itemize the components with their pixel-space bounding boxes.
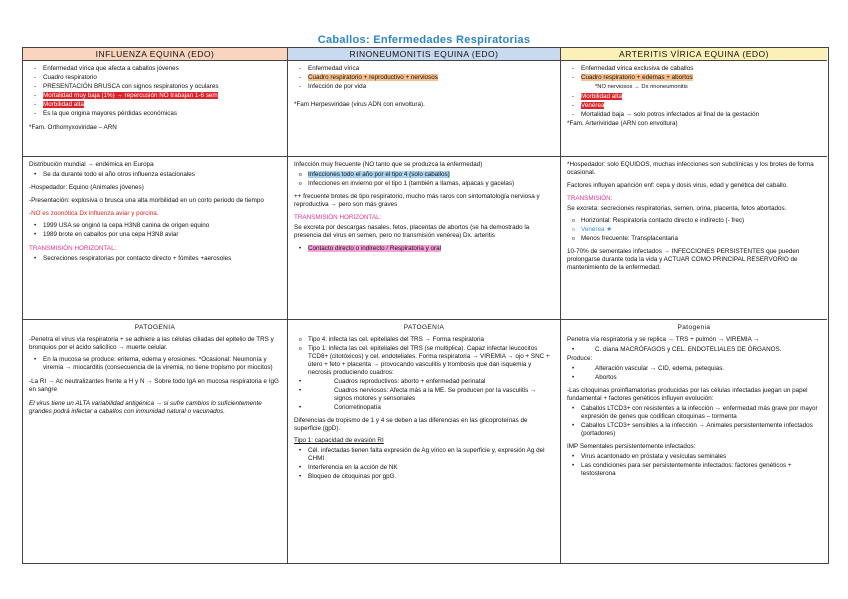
list-item: Infecciones todo el año por el tipo 4 (solo caballos)	[308, 171, 450, 178]
family-note: *Fam Herpesviridae (virus ADN con envoltura).	[294, 101, 425, 108]
list-item: • Caballos LTCD3+ con resistentes a la infección → enfermedad más grave por mayor expresión de genes que codifican citoquinas – tormenta	[567, 405, 821, 421]
column-arteritis	[561, 48, 827, 563]
list-item: Cuadro respiratorio + reproductivo + nerviosos	[308, 74, 438, 81]
column-header-influenza: INFLUENZA EQUINA (EDO)	[23, 48, 287, 61]
text-line: -Las citoquinas proinflamatorias producidas por las células infectadas juegan un papel fundamental + factores genéticos influyen evolución:	[567, 387, 810, 402]
section-heading: PATOGENIA	[134, 324, 176, 331]
list-item: • Abortos	[567, 374, 821, 382]
list-item: - Enfermedad vírica exclusiva de caballos	[567, 65, 821, 73]
rinoneumonitis-pathogenesis	[288, 320, 560, 563]
section-heading: PATOGENIA	[403, 324, 445, 331]
text-line: Factores influyen aparición enf: cepa y dosis virus, edad y genética del caballo.	[567, 182, 788, 189]
list-item: • Las condiciones para ser persistentemente infectados: factores genéticos + testosterona	[567, 462, 821, 478]
list-item: Mortalidad muy baja (1%) → repercusión NO trabajan 1-6 sem	[43, 92, 218, 99]
influenza-epidemiology	[23, 157, 287, 320]
disease-table	[22, 47, 829, 564]
text-line: El virus tiene un ALTA variabilidad antigénica → si sufre cambios lo suficientemente grandes podrá infectar a caballos con inmunidad natural o vacunados.	[29, 400, 264, 415]
section-heading: Patogenia	[677, 324, 711, 331]
list-item: • C. diana MACRÓFAGOS y CEL. ENDOTELIALES DE ÓRGANOS.	[567, 346, 821, 354]
list-item: o Horizontal: Respiratoria contacto directo e indirecto (- frec)	[567, 217, 821, 225]
list-item: • Caballos LTCD3+ sensibles a la infección → Animales persistentemente infectados (portadores)	[567, 422, 821, 438]
list-item: • Interferencia en la acción de NK	[294, 464, 554, 472]
list-item: Contacto directo o indirecto / Respiratoria y oral	[308, 245, 441, 252]
list-item: - Infección de por vida	[294, 83, 554, 91]
list-item: o Menos frecuente: Transplacentaria	[567, 235, 821, 243]
list-item: o Tipo 1: infecta las cel. epiteliales del TRS (se multiplica). Capaz infectar leucocitos TCD8+ (citotóxicos) y cel. endoteliales. Forma respiratoria → VIREMIA → ojo + SNC + útero + feto + placenta → provocando vasculitis y trombosis que dan isquemia y necrosis produciendo cuadros:	[294, 345, 554, 377]
list-item: o Infecciones en invierno por el tipo 1 (también a llamas, alpacas y gacelas)	[294, 180, 554, 188]
section-heading: TRANSMISIÓN HORIZONTAL:	[29, 245, 117, 252]
list-item: • Secreciones respiratorias por contacto directo + fómites +aerosoles	[29, 255, 281, 263]
column-header-rinoneumonitis: RINONEUMONITIS EQUINA (EDO)	[288, 48, 560, 61]
list-item: • Coriorretinopatía	[294, 404, 554, 412]
influenza-pathogenesis	[23, 320, 287, 563]
list-item: *NO nerviosos → Dx rinoneumonitis	[595, 84, 688, 90]
family-note: *Fam. Arteriviridae (ARN con envoltura)	[567, 120, 678, 127]
column-rinoneumonitis	[288, 48, 561, 563]
arteritis-summary	[561, 61, 827, 157]
section-heading: TRANSMISIÓN HORIZONTAL:	[294, 214, 382, 221]
list-item: - Es la que origina mayores pérdidas económicas	[29, 110, 281, 118]
list-item: • En la mucosa se produce: eritema, edema y erosiones. *Ocasional: Neumonía y viremia → miocarditis (consecuencia de la viremia, no tiene tropismo por miocitos)	[29, 356, 281, 372]
list-item: • 1989 brote en caballos por una cepa H3N8 aviar	[29, 231, 281, 239]
arteritis-epidemiology	[561, 157, 827, 320]
rinoneumonitis-summary	[288, 61, 560, 157]
list-item: • Cuadros reproductivos: aborto + enfermedad perinatal	[294, 378, 554, 386]
text-line: Tipo 1: capacidad de evasión RI	[294, 437, 384, 444]
text-line: Se excreta por descargas nasales, fetos, placentas de abortos (se ha demostrado la presencia del virus en semen, pero no transmisión venérea) Dx. arteritis	[294, 224, 531, 239]
list-item: o Venérea ★	[567, 226, 821, 234]
list-item: Morbilidad alta	[581, 93, 622, 100]
text-line: IMP Sementales persistentemente infectados:	[567, 443, 696, 450]
page-title: Caballos: Enfermedades Respiratorias	[317, 34, 531, 46]
arteritis-pathogenesis	[561, 320, 827, 563]
list-item: • Bloqueo de citoquinas por gpG.	[294, 473, 554, 481]
list-item: • Se da durante todo el año otros influenza estacionales	[29, 171, 281, 179]
list-item: • Cuadros nerviosos: Afecta más a la ME. Se producen por la vasculitis → signos motores y sensoriales	[294, 387, 554, 403]
list-item: • Virus acantonado en próstata y vesículas seminales	[567, 453, 821, 461]
text-line: Se excreta: secreciones respiratorias, semen, orina, placenta, fetos abortados.	[567, 205, 787, 212]
column-header-arteritis: ARTERITIS VÍRICA EQUINA (EDO)	[561, 48, 827, 61]
text-line: -Penetra el virus vía respiratoria + se adhiere a las células ciliadas del epitelio de TRS y bronquios por el ácido salicílico → muerte celular.	[29, 336, 276, 351]
text-line: *Hospedador: solo EQUIDOS, muchas infecciones son subclínicas y los brotes de forma ocasional.	[567, 161, 816, 176]
section-heading: TRANSMISIÓN:	[567, 195, 613, 202]
list-item: - Mortalidad baja → solo potros infectados al final de la gestación	[567, 111, 821, 119]
list-item: Cuadro respiratorio + edemas + abortos	[581, 74, 693, 81]
list-item: • Alteración vascular → CID, edema, petequias.	[567, 365, 821, 373]
influenza-summary	[23, 61, 287, 157]
text-line: -NO es zoonótica Dx influenza aviar y porcina.	[29, 210, 159, 217]
text-line: -La RI → Ac neutralizantes frente a H y N → Sobre todo IgA en mucosa respiratoria e IgG en sangre	[29, 378, 281, 393]
list-item: • 1999 USA se originó la cepa H3N8 canina de origen equino	[29, 222, 281, 230]
rinoneumonitis-epidemiology	[288, 157, 560, 320]
list-item: - Enfermedad vírica	[294, 65, 554, 73]
text-line: Distribución mundial → endémica en Europa	[29, 161, 154, 168]
list-item: - PRESENTACIÓN BRUSCA con signos respiratorios y oculares	[29, 83, 281, 91]
list-item: Venérea	[581, 102, 605, 109]
text-line: -Hospedador: Equino (Animales jóvenes)	[29, 184, 144, 191]
text-line: 10-70% de sementales infectados → INFECCIONES PERSISTENTES que pueden prolongarse durante toda la vida y ACTUAR COMO PRINCIPAL RESERVORIO de mantenimiento de la enfermedad.	[567, 248, 802, 271]
list-item: - Enfermedad vírica que afecta a caballos jóvenes	[29, 65, 281, 73]
list-item: • Cél. infectadas tienen falta expresión de Ag vírico en la superficie y, expresión Ag del CHMI	[294, 447, 554, 463]
list-item: Morbilidad alta	[43, 101, 84, 108]
text-line: Penetra vía respiratoria y se replica → TRS + pulmón → VIREMIA →	[567, 336, 760, 343]
text-line: Diferencias de tropismo de 1 y 4 se deben a las diferencias en las glicoproteínas de superficie (gpD).	[294, 417, 530, 432]
list-item: o Tipo 4: infecta las cel. epiteliales del TRS → Forma respiratoria	[294, 336, 554, 344]
text-line: ++ frecuente brotes de tipo respiratorio, mucho más raros con sintomatología nerviosa y reproductiva → pero son más graves	[294, 193, 542, 208]
text-line: Produce:	[567, 355, 593, 362]
column-influenza	[23, 48, 288, 563]
text-line: -Presentación: explosiva o brusca una alta morbilidad en un corto periodo de tiempo	[29, 197, 264, 204]
family-note: *Fam. Orthomyxoviridae – ARN	[29, 124, 117, 131]
list-item: - Cuadro respiratorio	[29, 74, 281, 82]
text-line: Infección muy frecuente (NO tanto que se produzca la enfermedad)	[294, 161, 483, 168]
